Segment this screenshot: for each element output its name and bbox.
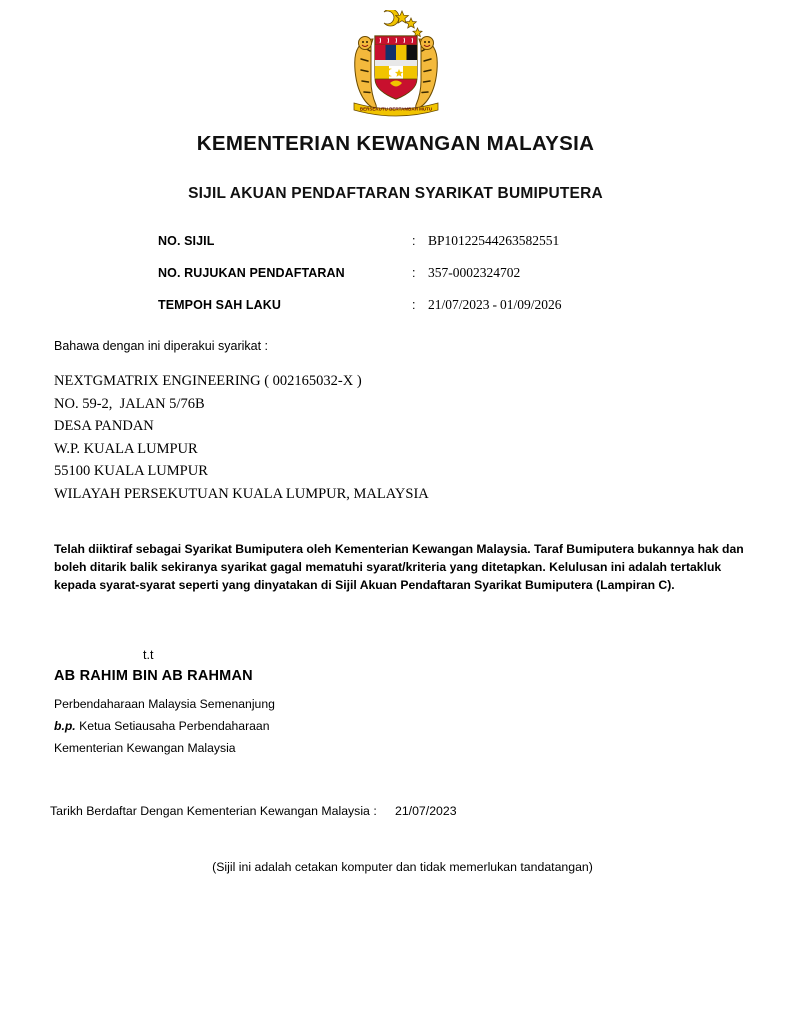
field-label-no-sijil: NO. SIJIL — [158, 234, 215, 248]
field-value-no-rujukan-pendaftaran: 357-0002324702 — [428, 265, 521, 280]
field-row-no-sijil — [158, 233, 791, 249]
svg-text:BERSEKUTU BERTAMBAH MUTU: BERSEKUTU BERTAMBAH MUTU — [359, 106, 432, 112]
field-colon: : — [412, 298, 416, 312]
company-address-block — [0, 370, 791, 506]
registration-row — [0, 804, 791, 818]
validity-separator: - — [492, 297, 498, 312]
intro-text: Bahawa dengan ini diperakui syarikat : — [54, 339, 269, 353]
validity-end-date: 01/09/2026 — [500, 297, 562, 312]
registration-label: Tarikh Berdaftar Dengan Kementerian Kewangan Malaysia : — [50, 803, 377, 818]
field-label-no-rujukan-pendaftaran: NO. RUJUKAN PENDAFTARAN — [158, 266, 345, 280]
signatory-name: AB RAHIM BIN AB RAHMAN — [54, 667, 253, 684]
on-behalf-prefix: b.p. — [54, 718, 76, 733]
field-label-tempoh-sah-laku: TEMPOH SAH LAKU — [158, 298, 282, 312]
company-line-state-country: WILAYAH PERSEKUTUAN KUALA LUMPUR, MALAYSIA — [54, 485, 429, 502]
recognition-paragraph: Telah diiktiraf sebagai Syarikat Bumiputera oleh Kementerian Kewangan Malaysia. Taraf Bumiputera bukannya hak dan boleh ditarik balik sekiranya syarikat gagal mematuhi syarat/kriteria yang ditetapkan. Kelulusan ini adalah tertakluk kepada syarat-syarat seperti yang dinyatakan di Sijil Akuan Pendaftaran Syarikat Bumiputera (Lampiran C). — [54, 541, 744, 592]
company-line-area: DESA PANDAN — [54, 418, 154, 435]
signatory-position: Ketua Setiausaha Perbendaharaan — [79, 718, 270, 733]
field-colon: : — [412, 234, 416, 248]
signatory-ministry: Kementerian Kewangan Malaysia — [54, 740, 236, 755]
signature-mark: t.t — [143, 647, 154, 662]
field-row-tempoh-sah-laku — [158, 297, 791, 313]
field-row-no-rujukan-pendaftaran — [158, 265, 791, 281]
signatory-on-behalf-line — [54, 715, 791, 737]
company-line-postcode-city: 55100 KUALA LUMPUR — [54, 463, 208, 480]
ministry-title: KEMENTERIAN KEWANGAN MALAYSIA — [196, 132, 595, 155]
company-line-territory: W.P. KUALA LUMPUR — [54, 440, 198, 457]
signatory-department: Perbendaharaan Malaysia Semenanjung — [54, 696, 275, 711]
certificate-title: SIJIL AKUAN PENDAFTARAN SYARIKAT BUMIPUTERA — [188, 185, 603, 202]
company-line-street: NO. 59-2, JALAN 5/76B — [54, 395, 205, 412]
computer-generated-disclaimer: (Sijil ini adalah cetakan komputer dan tidak memerlukan tandatangan) — [212, 859, 593, 874]
registration-date: 21/07/2023 — [395, 803, 457, 818]
field-colon: : — [412, 266, 416, 280]
crest-container — [0, 0, 791, 118]
validity-start-date: 21/07/2023 — [428, 297, 490, 312]
field-value-no-sijil: BP10122544263582551 — [428, 233, 560, 248]
field-value-tempoh-sah-laku — [428, 297, 562, 313]
signatory-details — [0, 693, 791, 759]
certificate-fields — [0, 233, 791, 313]
malaysia-coat-of-arms-icon — [336, 10, 456, 118]
company-line-name: NEXTGMATRIX ENGINEERING ( 002165032-X ) — [54, 373, 362, 389]
